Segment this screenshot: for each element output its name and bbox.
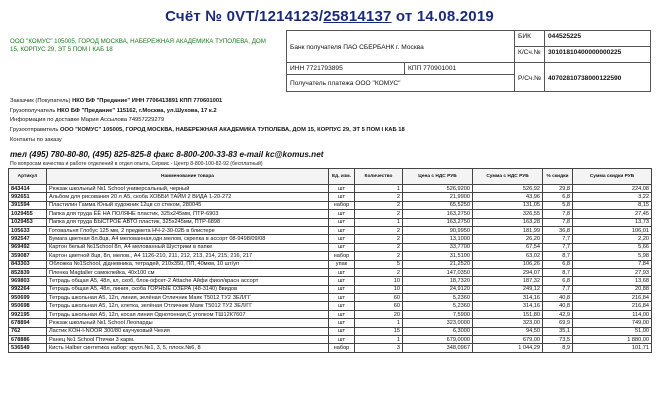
- table-row: [9, 294, 652, 302]
- table-cell: 73,5: [543, 336, 573, 344]
- table-cell: Тетрадь общая А5, 48л, кл, скоб, блок-офсет-2 Attache Айфи фиол/красн ассорт: [47, 277, 329, 285]
- table-cell: 40,8: [543, 294, 573, 302]
- table-cell: 27,45: [573, 210, 652, 218]
- column-header: Наименование товара: [47, 169, 329, 185]
- table-cell: 147,0350: [403, 268, 473, 276]
- table-cell: 2: [355, 252, 403, 260]
- table-cell: 13,68: [573, 277, 652, 285]
- invoice-number: 25814137: [323, 8, 392, 25]
- table-row: [9, 336, 652, 344]
- table-cell: 13,73: [573, 218, 652, 226]
- table-cell: 94,50: [473, 327, 543, 335]
- table-cell: 8,9: [543, 344, 573, 352]
- table-cell: Рюкзак школьный №1 School Леопарды: [47, 319, 329, 327]
- table-cell: 33,7700: [403, 243, 473, 251]
- phone-line: тел (495) 780-80-80, (495) 825-825-8 факс 8-800-200-33-83 e-mail kc@komus.net: [10, 150, 324, 159]
- table-row: [9, 344, 652, 352]
- receiver-name: Получатель платежа ООО "КОМУС": [287, 75, 515, 91]
- rs-label: Р/Сч.№: [515, 63, 545, 91]
- table-cell: 2: [355, 235, 403, 243]
- customer-value: НКО БФ "Предание" ИНН 7706413891 КПП 770601001: [72, 98, 223, 104]
- table-cell: 40,8: [543, 302, 573, 310]
- column-header: Ед. изм.: [329, 169, 355, 185]
- items-table: [8, 168, 652, 353]
- table-cell: 15: [355, 327, 403, 335]
- table-cell: 843414: [9, 185, 47, 193]
- table-row: [9, 277, 652, 285]
- table-cell: Ранец №1 School Птички 3 карм.: [47, 336, 329, 344]
- table-cell: 27,93: [573, 268, 652, 276]
- table-cell: Обложка №1School, дідневника, тетрадей, 210х350, ПП, 40мкм, 10 шт/уп: [47, 260, 329, 268]
- table-cell: 20,88: [573, 285, 652, 293]
- invoice-date: от 14.08.2019: [391, 8, 494, 25]
- table-cell: 2: [355, 193, 403, 201]
- table-cell: 1: [355, 319, 403, 327]
- table-cell: Рюкзак школьный №1 School универсальный, черный: [47, 185, 329, 193]
- table-cell: 852839: [9, 268, 47, 276]
- table-cell: 314,16: [473, 294, 543, 302]
- table-cell: набор: [329, 201, 355, 209]
- table-cell: набор: [329, 252, 355, 260]
- table-row: [9, 185, 652, 193]
- table-row: [9, 218, 652, 226]
- table-cell: 51,00: [573, 327, 652, 335]
- table-cell: 24,9120: [403, 285, 473, 293]
- table-cell: 10: [355, 277, 403, 285]
- bik-value: 044525225: [545, 31, 650, 47]
- table-cell: 35,1: [543, 327, 573, 335]
- table-cell: 216,84: [573, 302, 652, 310]
- table-cell: 13,1000: [403, 235, 473, 243]
- table-row: [9, 302, 652, 310]
- table-cell: Тетрадь школьная А5, 12л, клетка, зелёная Отличник Маяк Т5012 ТУ2 ЗЕЛ/ГГ: [47, 302, 329, 310]
- table-cell: 950698: [9, 302, 47, 310]
- table-cell: 992195: [9, 310, 47, 318]
- table-cell: 2,20: [573, 235, 652, 243]
- order-info: Информация по доставке Мария Ассылова 74957229279: [10, 117, 165, 123]
- table-cell: набор: [329, 344, 355, 352]
- table-cell: 2: [355, 268, 403, 276]
- table-cell: 187,32: [473, 277, 543, 285]
- table-row: [9, 226, 652, 234]
- table-row: [9, 201, 652, 209]
- table-cell: Тетрадь общая А5, 48л, линия, скоба ГОРНЫЕ ОЗЁРА (48-3140) 8видов: [47, 285, 329, 293]
- table-row: [9, 268, 652, 276]
- table-cell: 114,00: [573, 310, 652, 318]
- table-cell: 678886: [9, 336, 47, 344]
- column-header: Артикул: [9, 169, 47, 185]
- table-cell: 5,98: [573, 252, 652, 260]
- table-cell: 5,66: [573, 243, 652, 251]
- table-cell: упак: [329, 260, 355, 268]
- table-cell: 131,05: [473, 201, 543, 209]
- table-cell: 2: [355, 201, 403, 209]
- contacts-label: Контакты по заказу: [10, 137, 62, 143]
- column-header: Сумма скидки РУБ: [573, 169, 652, 185]
- table-cell: 216,84: [573, 294, 652, 302]
- table-cell: 163,2750: [403, 218, 473, 226]
- table-row: [9, 327, 652, 335]
- table-cell: 65,5250: [403, 201, 473, 209]
- table-cell: Тетрадь школьная А5, 12л, косая линия Однотонная,С уголком ТШ12К7607: [47, 310, 329, 318]
- table-cell: 60: [355, 294, 403, 302]
- table-row: [9, 285, 652, 293]
- invoice-title: [0, 8, 659, 25]
- invoice-title-prefix: Счёт № 0VT/1214123/: [165, 8, 324, 25]
- table-cell: шт: [329, 285, 355, 293]
- table-cell: 969803: [9, 277, 47, 285]
- table-cell: 6,3000: [403, 327, 473, 335]
- table-cell: 224,08: [573, 185, 652, 193]
- table-cell: 5,2360: [403, 294, 473, 302]
- table-cell: 36,8: [543, 226, 573, 234]
- table-cell: шт: [329, 185, 355, 193]
- table-cell: 7,7: [543, 235, 573, 243]
- column-header: % скидки: [543, 169, 573, 185]
- consignee-value: НКО БФ "Предание" 115162, г.Москва, ул.Шухова, 17 к.2: [56, 108, 217, 114]
- table-cell: 679,00: [473, 336, 543, 344]
- table-cell: 101,71: [573, 344, 652, 352]
- table-cell: шт: [329, 319, 355, 327]
- kpp-value: КПП 770901001: [405, 63, 515, 75]
- table-cell: 526,92: [473, 185, 543, 193]
- table-cell: 90,9950: [403, 226, 473, 234]
- table-cell: Тетрадь школьная А5, 12л, линия, зелёная Отличник Маяк Т5012 ТУ2 ЗЕЛ/ГГ: [47, 294, 329, 302]
- table-cell: 249,12: [473, 285, 543, 293]
- table-cell: 323,0000: [403, 319, 473, 327]
- table-cell: Пластилин Гамма Юный художник 12цв со стеком, 280045: [47, 201, 329, 209]
- table-cell: 326,55: [473, 210, 543, 218]
- table-cell: 2: [355, 226, 403, 234]
- table-cell: 7,84: [573, 260, 652, 268]
- table-cell: 2: [355, 210, 403, 218]
- table-cell: 5: [355, 260, 403, 268]
- table-cell: 762: [9, 327, 47, 335]
- table-cell: 679,0000: [403, 336, 473, 344]
- table-cell: 8,15: [573, 201, 652, 209]
- seller-address: ООО "КОМУС" 105005, ГОРОД МОСКВА, НАБЕРЕЖНАЯ АКАДЕМИКА ТУПОЛЕВА, ДОМ 15, КОРПУС 29, ЭТ 5 ПОМ I КАБ 18: [10, 38, 266, 53]
- table-cell: шт: [329, 336, 355, 344]
- table-cell: 5,8: [543, 201, 573, 209]
- table-cell: 7,8: [543, 210, 573, 218]
- table-cell: 3,22: [573, 193, 652, 201]
- table-cell: 2: [355, 243, 403, 251]
- column-header: Сумма с НДС РУБ: [473, 169, 543, 185]
- table-cell: 8,7: [543, 268, 573, 276]
- table-cell: 42,9: [543, 310, 573, 318]
- table-cell: 105633: [9, 226, 47, 234]
- table-row: [9, 235, 652, 243]
- table-cell: 678894: [9, 319, 47, 327]
- table-row: [9, 243, 652, 251]
- table-cell: 151,80: [473, 310, 543, 318]
- table-cell: 7,8: [543, 218, 573, 226]
- bank-name: Банк получателя ПАО СБЕРБАНК г. Москва: [287, 31, 515, 63]
- table-cell: 163,2750: [403, 210, 473, 218]
- table-cell: 1029455: [9, 210, 47, 218]
- table-cell: 323,00: [473, 319, 543, 327]
- customer-line: [10, 98, 222, 105]
- table-cell: 3: [355, 344, 403, 352]
- table-cell: шт: [329, 210, 355, 218]
- table-cell: 391594: [9, 201, 47, 209]
- table-cell: 6,8: [543, 260, 573, 268]
- table-cell: 6,8: [543, 193, 573, 201]
- table-cell: 969492: [9, 243, 47, 251]
- ks-value: 30101810400000000225: [545, 47, 650, 63]
- table-cell: 5,2360: [403, 302, 473, 310]
- table-cell: Ластик KOH-I-NOOR 300/80 каучуковый Чехия: [47, 327, 329, 335]
- table-row: [9, 260, 652, 268]
- table-cell: 106,01: [573, 226, 652, 234]
- table-cell: Кисть Halber синтетика набор: кругл.№1, 3, 5, плоск.№6, 8: [47, 344, 329, 352]
- table-cell: 26,20: [473, 235, 543, 243]
- table-cell: шт: [329, 294, 355, 302]
- table-cell: 314,16: [473, 302, 543, 310]
- table-cell: шт: [329, 193, 355, 201]
- table-cell: 359087: [9, 252, 47, 260]
- bik-label: БИК: [515, 31, 545, 47]
- table-cell: 7,7: [543, 243, 573, 251]
- ks-label: К/Сч.№: [515, 47, 545, 63]
- table-cell: 7,7: [543, 285, 573, 293]
- table-cell: 31,5100: [403, 252, 473, 260]
- rs-value: 40702810738000122590: [548, 75, 622, 82]
- table-cell: шт: [329, 310, 355, 318]
- sub-note: По вопросам качества и работе отделений в отдел опыта, Сервис - Центр 8-800-100-82-92 (бесплатный): [10, 161, 263, 167]
- table-cell: 60: [355, 302, 403, 310]
- table-cell: шт: [329, 235, 355, 243]
- table-cell: Папка для труда БЫСТРОЕ АВТО пластик, 325х245мм, ПТР-6898: [47, 218, 329, 226]
- table-cell: шт: [329, 243, 355, 251]
- column-header: Цена с НДС РУБ: [403, 169, 473, 185]
- table-cell: 106,26: [473, 260, 543, 268]
- table-cell: 18,7320: [403, 277, 473, 285]
- table-cell: 181,99: [473, 226, 543, 234]
- table-row: [9, 193, 652, 201]
- table-row: [9, 319, 652, 327]
- table-cell: Пленка Magtaller самоклейка, 40х100 см: [47, 268, 329, 276]
- shipper-value: ООО "КОМУС" 105005, ГОРОД МОСКВА, НАБЕРЕЖНАЯ АКАДЕМИКА ТУПОЛЕВА, ДОМ 15, КОРПУС 29, ЭТ 5 ПОМ I КАБ 18: [60, 127, 405, 133]
- table-cell: 6,8: [543, 277, 573, 285]
- table-cell: 536549: [9, 344, 47, 352]
- table-cell: 63,02: [473, 252, 543, 260]
- table-cell: 992651: [9, 193, 47, 201]
- inn-value: ИНН 7721793895: [287, 63, 405, 75]
- table-cell: 1 044,29: [473, 344, 543, 352]
- table-cell: шт: [329, 327, 355, 335]
- table-cell: Папка для труда ЁЁ НА ПОЛЯНЕ пластик, 325х245мм, ПТР-6903: [47, 210, 329, 218]
- table-row: [9, 210, 652, 218]
- table-cell: 10: [355, 285, 403, 293]
- table-cell: 67,54: [473, 243, 543, 251]
- bank-details-box: [286, 30, 651, 92]
- table-cell: 163,28: [473, 218, 543, 226]
- table-cell: 21,9900: [403, 193, 473, 201]
- table-cell: 992264: [9, 285, 47, 293]
- table-row: [9, 310, 652, 318]
- customer-label: Заказчик (Покупатель): [10, 98, 71, 104]
- consignee-line: [10, 108, 217, 115]
- table-cell: Картон цветной 8цв, 8л, мелов., А4 1126-210, 211, 212, 213, 214, 215, 216, 217: [47, 252, 329, 260]
- table-row: [9, 252, 652, 260]
- table-cell: 1 880,00: [573, 336, 652, 344]
- table-cell: 69,9: [543, 319, 573, 327]
- table-cell: шт: [329, 226, 355, 234]
- table-cell: 950699: [9, 294, 47, 302]
- table-cell: Альбом для рисования 20 л А5, скоба ХОББИ ТАЙМ 2 ВИДА 1-20-272: [47, 193, 329, 201]
- table-cell: шт: [329, 268, 355, 276]
- table-cell: 843303: [9, 260, 47, 268]
- table-body: [9, 185, 652, 353]
- table-cell: 749,00: [573, 319, 652, 327]
- column-header: Количество: [355, 169, 403, 185]
- table-cell: шт: [329, 218, 355, 226]
- table-cell: 1: [355, 218, 403, 226]
- table-cell: 348,0967: [403, 344, 473, 352]
- table-cell: 1: [355, 185, 403, 193]
- table-cell: 1: [355, 336, 403, 344]
- table-cell: Готовальня Глобус 125 мм, 2 предмета НЧ-2-30-02Б в блистере: [47, 226, 329, 234]
- table-cell: 29,8: [543, 185, 573, 193]
- table-cell: 294,07: [473, 268, 543, 276]
- shipper-label: Грузоотправитель: [10, 127, 59, 133]
- table-cell: шт: [329, 302, 355, 310]
- table-cell: шт: [329, 277, 355, 285]
- consignee-label: Грузополучатель: [10, 108, 56, 114]
- table-cell: Бумага цветная 8л.8цв, А4 мелованная,одн.мелом, скрепка в ассорт 08-9498/09/08: [47, 235, 329, 243]
- table-cell: 526,9200: [403, 185, 473, 193]
- table-cell: 21,2520: [403, 260, 473, 268]
- table-cell: 8,7: [543, 252, 573, 260]
- table-cell: 43,96: [473, 193, 543, 201]
- table-cell: 992547: [9, 235, 47, 243]
- table-cell: Картон белый №1School 8л, А4 мелованный Шустрики в папке: [47, 243, 329, 251]
- table-cell: 7,5900: [403, 310, 473, 318]
- table-header-row: [9, 169, 652, 185]
- shipper-line: [10, 127, 405, 134]
- table-cell: 1029453: [9, 218, 47, 226]
- table-cell: 20: [355, 310, 403, 318]
